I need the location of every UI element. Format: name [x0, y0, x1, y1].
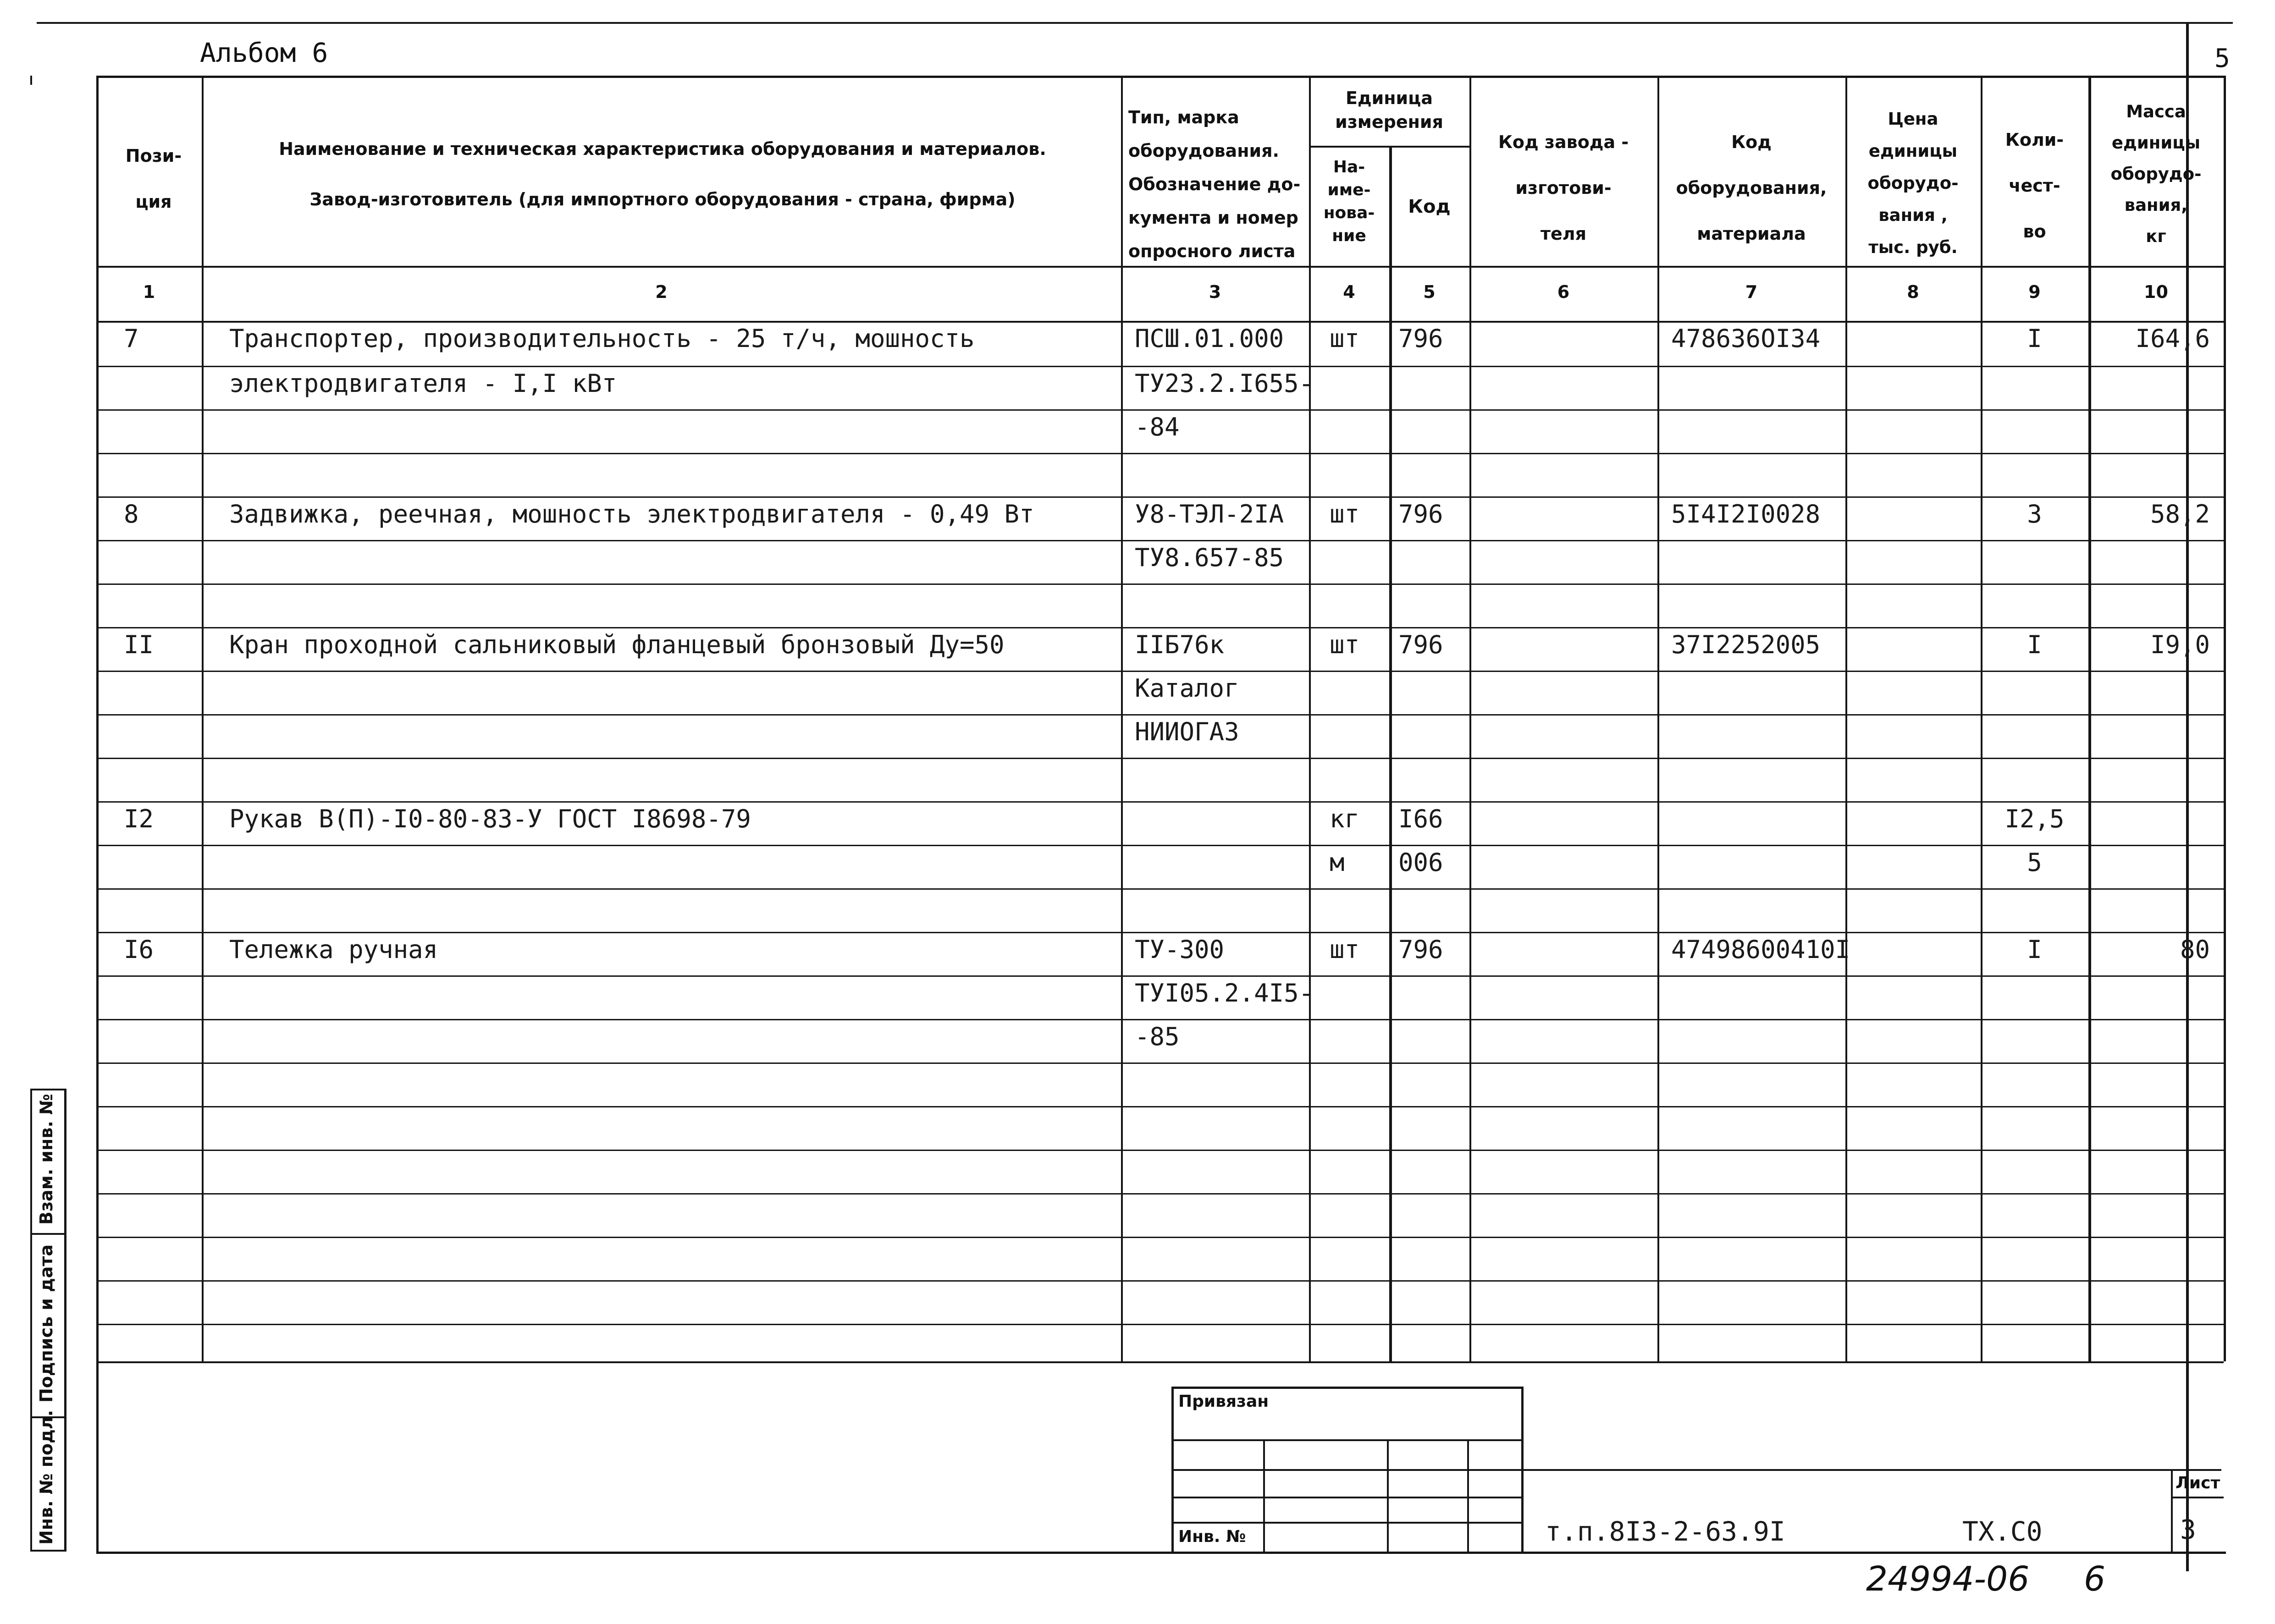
stamp-privyazan: Привязан — [1178, 1392, 1269, 1411]
cell-pos: 8 — [124, 500, 139, 528]
row-line-12 — [96, 888, 2224, 890]
cell-type: ТУI05.2.4I5- — [1135, 979, 1314, 1007]
column-line-2 — [1121, 76, 1123, 1361]
column-number: 7 — [1745, 282, 1758, 302]
stamp-col-3 — [1467, 1439, 1469, 1552]
row-line-11 — [96, 845, 2224, 846]
cell-type: НИИОГАЗ — [1135, 717, 1239, 746]
cell-qty: I — [2027, 324, 2042, 353]
column-number: 6 — [1557, 282, 1570, 302]
cell-code: 796 — [1398, 324, 1443, 353]
row-line-22 — [96, 1324, 2224, 1325]
column-line-6 — [1657, 76, 1659, 1361]
cell-qty: 3 — [2027, 500, 2042, 528]
stamp-row-1 — [1171, 1439, 1522, 1441]
stamp-inv-no: Инв. № — [1178, 1527, 1246, 1546]
column-number: 2 — [655, 282, 668, 302]
header-col6: Код завода - изготови- теля — [1498, 132, 1629, 244]
header-col2: Наименование и техническая характеристика оборудования и материалов. Завод-изготовитель (для импортного оборудования - страна, фирма) — [279, 139, 1046, 209]
side-strip-right — [64, 1089, 66, 1552]
cell-unit: м — [1330, 848, 1345, 877]
row-line-21 — [96, 1280, 2224, 1282]
stamp-col-1 — [1263, 1439, 1265, 1552]
row-line-2 — [96, 453, 2224, 454]
header-col5: Код — [1408, 196, 1451, 217]
row-line-15 — [96, 1019, 2224, 1020]
row-line-4 — [96, 540, 2224, 541]
cell-equip: 5I4I2I0028 — [1671, 500, 1821, 528]
cell-code: I66 — [1398, 804, 1443, 833]
column-number: 1 — [143, 282, 155, 302]
stamp-row-4 — [1171, 1522, 1522, 1524]
cell-type: Каталог — [1135, 674, 1239, 703]
column-line-3 — [1309, 76, 1311, 1361]
side-label-podpis: Подпись и дата — [36, 1244, 56, 1403]
column-number: 4 — [1343, 282, 1355, 302]
column-line-8 — [1981, 76, 1982, 1361]
cell-mass: I9,0 — [2150, 630, 2210, 659]
row-line-17 — [96, 1106, 2224, 1107]
row-line-16 — [96, 1062, 2224, 1064]
cell-name: Кран проходной сальниковый фланцевый бронзовый Ду=50 — [229, 630, 1005, 659]
column-line-5 — [1469, 76, 1471, 1361]
cell-pos: II — [124, 630, 154, 659]
stamp-col-2 — [1387, 1439, 1389, 1552]
cell-type: -85 — [1135, 1022, 1180, 1051]
table-top-border — [96, 76, 2224, 78]
stamp-doc-code: т.п.8I3-2-63.9I — [1545, 1516, 1785, 1547]
cell-unit: шт — [1330, 935, 1360, 964]
cell-name: Рукав В(П)-I0-80-83-У ГОСТ I8698-79 — [229, 804, 751, 833]
cell-name: Задвижка, реечная, мошность электродвигателя - 0,49 Вт — [229, 500, 1034, 528]
table-end-line — [96, 1361, 2224, 1363]
row-line-3 — [96, 496, 2224, 498]
cell-type: ТУ-300 — [1135, 935, 1225, 964]
column-line-1 — [202, 76, 204, 1361]
stamp-mark: ТХ.С0 — [1962, 1516, 2043, 1547]
stamp-row-2 — [1171, 1469, 2221, 1471]
row-line-7 — [96, 671, 2224, 672]
colnum-bottom-line — [96, 321, 2224, 323]
page-number: 5 — [2214, 44, 2230, 73]
cell-unit: кг — [1330, 804, 1360, 833]
cell-unit: шт — [1330, 324, 1360, 353]
stamp-box-top — [1171, 1387, 1522, 1389]
row-line-9 — [96, 758, 2224, 759]
cell-unit: шт — [1330, 500, 1360, 528]
cell-type: -84 — [1135, 413, 1180, 441]
row-line-18 — [96, 1150, 2224, 1151]
header-col10: Масса единицы оборудо- вания, кг — [2110, 102, 2202, 246]
cell-pos: I6 — [124, 935, 154, 964]
header-col7: Код оборудования, материала — [1676, 132, 1827, 244]
cell-code: 796 — [1398, 500, 1443, 528]
cell-qty: I — [2027, 935, 2042, 964]
row-line-10 — [96, 801, 2224, 803]
table-right-border — [2224, 76, 2226, 1361]
cell-qty: 5 — [2027, 848, 2042, 877]
side-strip-bottom — [30, 1550, 66, 1552]
sheet-box-left — [2171, 1469, 2173, 1552]
side-strip-top — [30, 1089, 66, 1090]
header-col9: Коли- чест- во — [2005, 130, 2064, 242]
row-line-13 — [96, 932, 2224, 933]
row-line-19 — [96, 1193, 2224, 1195]
cell-mass: 80 — [2180, 935, 2210, 964]
cell-type: ПСШ.01.000 — [1135, 324, 1284, 353]
album-label: Альбом 6 — [200, 37, 328, 68]
column-number: 3 — [1209, 282, 1221, 302]
cell-name: Транспортер, производительность - 25 т/ч, мошность — [229, 324, 975, 353]
row-line-14 — [96, 975, 2224, 977]
column-number: 10 — [2144, 282, 2168, 302]
cell-equip: 478636OI34 — [1671, 324, 1821, 353]
header-col3: Тип, марка оборудования. Обозначение до- кумента и номер опросного листа — [1128, 107, 1301, 261]
header-col8: Цена единицы оборудо- вания , тыс. руб. — [1867, 109, 1959, 257]
cell-type: IIБ76к — [1135, 630, 1225, 659]
stamp-row-3 — [1171, 1497, 1522, 1498]
cell-pos: 7 — [124, 324, 139, 353]
stamp-sheet-label: Лист — [2176, 1474, 2220, 1492]
cell-qty: I — [2027, 630, 2042, 659]
cell-type: ТУ8.657-85 — [1135, 543, 1284, 572]
row-line-6 — [96, 627, 2224, 628]
side-strip-left — [30, 1089, 32, 1552]
cell-code: 796 — [1398, 630, 1443, 659]
archive-number: 24994-06 — [1866, 1559, 2030, 1599]
column-line-9 — [2088, 76, 2091, 1361]
column-number: 8 — [1907, 282, 1919, 302]
cell-type: ТУ23.2.I655- — [1135, 369, 1314, 398]
page-left-border — [30, 76, 32, 85]
side-label-inv: Инв. № подл. — [36, 1409, 56, 1545]
cell-equip: 47498600410I — [1671, 935, 1850, 964]
header-col1: Пози- ция — [125, 146, 182, 212]
cell-name: электродвигателя - I,I кВт — [229, 369, 617, 398]
right-frame-line — [2186, 22, 2189, 1571]
cell-pos: I2 — [124, 804, 154, 833]
cell-code: 006 — [1398, 848, 1443, 877]
sheet-box-mid — [2171, 1497, 2224, 1498]
row-line-8 — [96, 714, 2224, 716]
cell-equip: 37I2252005 — [1671, 630, 1821, 659]
cell-qty: I2,5 — [2004, 804, 2065, 833]
top-frame-line — [37, 22, 2233, 24]
cell-type: У8-ТЭЛ-2IA — [1135, 500, 1284, 528]
page-number-box-left — [2186, 27, 2188, 82]
row-line-20 — [96, 1237, 2224, 1238]
column-number: 9 — [2028, 282, 2041, 302]
cell-unit: шт — [1330, 630, 1360, 659]
cell-code: 796 — [1398, 935, 1443, 964]
column-line-7 — [1845, 76, 1847, 1361]
side-label-vzam: Взам. инв. № — [36, 1094, 56, 1225]
table-bottom-border — [96, 1552, 2226, 1554]
header-col4: На- име- нова- ние — [1323, 158, 1375, 245]
header-unit-group: Единица измерения — [1335, 88, 1443, 132]
stamp-sheet-no: 3 — [2180, 1514, 2196, 1545]
archive-suffix: 6 — [2084, 1559, 2106, 1599]
cell-mass: 58,2 — [2150, 500, 2210, 528]
row-line-0 — [96, 366, 2224, 367]
cell-name: Тележка ручная — [229, 935, 438, 964]
column-number: 5 — [1423, 282, 1436, 302]
cell-mass: I64,6 — [2135, 324, 2210, 353]
row-line-1 — [96, 409, 2224, 411]
row-line-5 — [96, 584, 2224, 585]
side-strip-div1 — [30, 1233, 66, 1235]
